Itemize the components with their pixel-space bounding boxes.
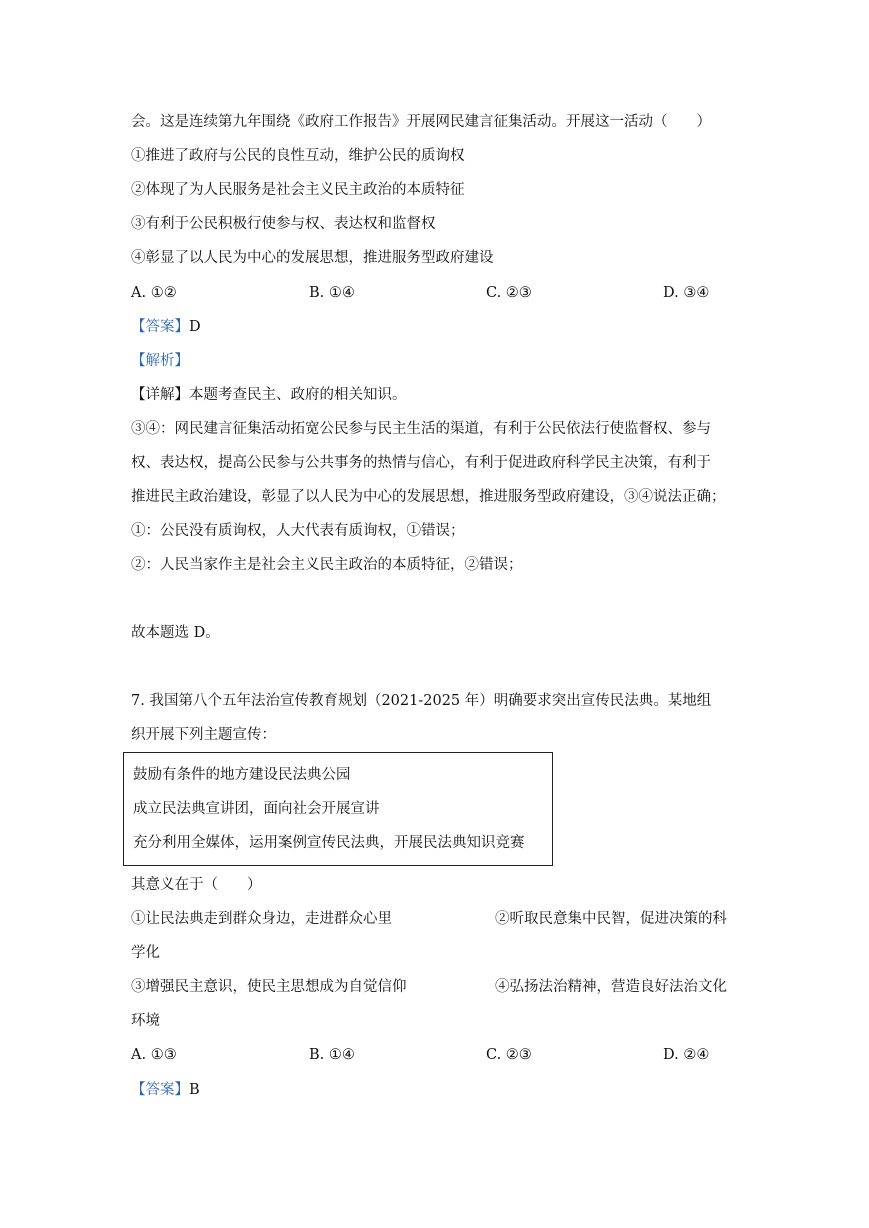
q6-item-2: ②体现了为人民服务是社会主义民主政治的本质特征	[131, 182, 465, 198]
q6-explanation-5: ②：人民当家作主是社会主义民主政治的本质特征，②错误；	[131, 557, 523, 573]
detail-tag: 【详解】	[131, 387, 189, 403]
q7-answer	[131, 1080, 200, 1100]
q7-item-2-cont: 学化	[131, 945, 160, 961]
q7-option-b: B. ①④	[309, 1047, 355, 1063]
q7-material-box	[123, 752, 553, 866]
q7-item-3: ③增强民主意识，使民主思想成为自觉信仰	[131, 979, 407, 995]
detail-intro: 本题考查民主、政府的相关知识。	[189, 387, 407, 403]
q7-box-item-1: 鼓励有条件的地方建设民法典公园	[133, 767, 351, 783]
q7-option-a: A. ①③	[131, 1047, 177, 1063]
q6-option-c: C. ②③	[486, 285, 532, 301]
q6-item-4: ④彰显了以人民为中心的发展思想，推进服务型政府建设	[131, 250, 494, 266]
answer-value: B	[189, 1082, 200, 1098]
q7-box-item-3: 充分利用全媒体，运用案例宣传民法典，开展民法典知识竞赛	[133, 835, 525, 851]
q6-explanation-1: ③④：网民建言征集活动拓宽公民参与民主生活的渠道，有利于公民依法行使监督权、参与	[131, 421, 711, 437]
answer-tag: 【答案】	[131, 1082, 189, 1098]
q6-answer	[131, 317, 201, 337]
q6-explanation-2: 权、表达权，提高公民参与公共事务的热情与信心，有利于促进政府科学民主决策，有利于	[131, 455, 711, 471]
q7-item-4: ④弘扬法治精神，营造良好法治文化	[495, 979, 727, 995]
q6-analysis-tag	[131, 351, 189, 371]
q7-question: 其意义在于（ ）	[131, 877, 262, 893]
answer-value: D	[189, 319, 201, 335]
q6-option-d: D. ③④	[663, 285, 710, 301]
q6-item-1: ①推进了政府与公民的良性互动，维护公民的质询权	[131, 148, 465, 164]
q6-option-a: A. ①②	[131, 285, 177, 301]
q6-stem-tail: 会。这是连续第九年围绕《政府工作报告》开展网民建言征集活动。开展这一活动（ ）	[131, 114, 711, 130]
q7-item-1: ①让民法典走到群众身边，走进群众心里	[131, 911, 392, 927]
q6-conclusion: 故本题选 D。	[131, 625, 220, 641]
q7-stem-1: 7. 我国第八个五年法治宣传教育规划（2021-2025 年）明确要求突出宣传民法典。某地组	[131, 693, 712, 709]
q7-item-2: ②听取民意集中民智，促进决策的科	[495, 911, 727, 927]
q7-option-d: D. ②④	[663, 1047, 710, 1063]
q7-box-item-2: 成立民法典宣讲团，面向社会开展宣讲	[133, 801, 380, 817]
q7-item-4-cont: 环境	[131, 1013, 160, 1029]
answer-tag: 【答案】	[131, 319, 189, 335]
q6-explanation-3: 推进民主政治建设，彰显了以人民为中心的发展思想，推进服务型政府建设，③④说法正确；	[131, 489, 726, 505]
q6-item-3: ③有利于公民积极行使参与权、表达权和监督权	[131, 216, 436, 232]
q6-option-b: B. ①④	[309, 285, 355, 301]
q7-stem-2: 织开展下列主题宣传：	[131, 727, 276, 743]
q7-option-c: C. ②③	[486, 1047, 532, 1063]
q6-detail	[131, 385, 407, 405]
q6-explanation-4: ①：公民没有质询权，人大代表有质询权，①错误；	[131, 523, 465, 539]
analysis-tag: 【解析】	[131, 353, 189, 369]
